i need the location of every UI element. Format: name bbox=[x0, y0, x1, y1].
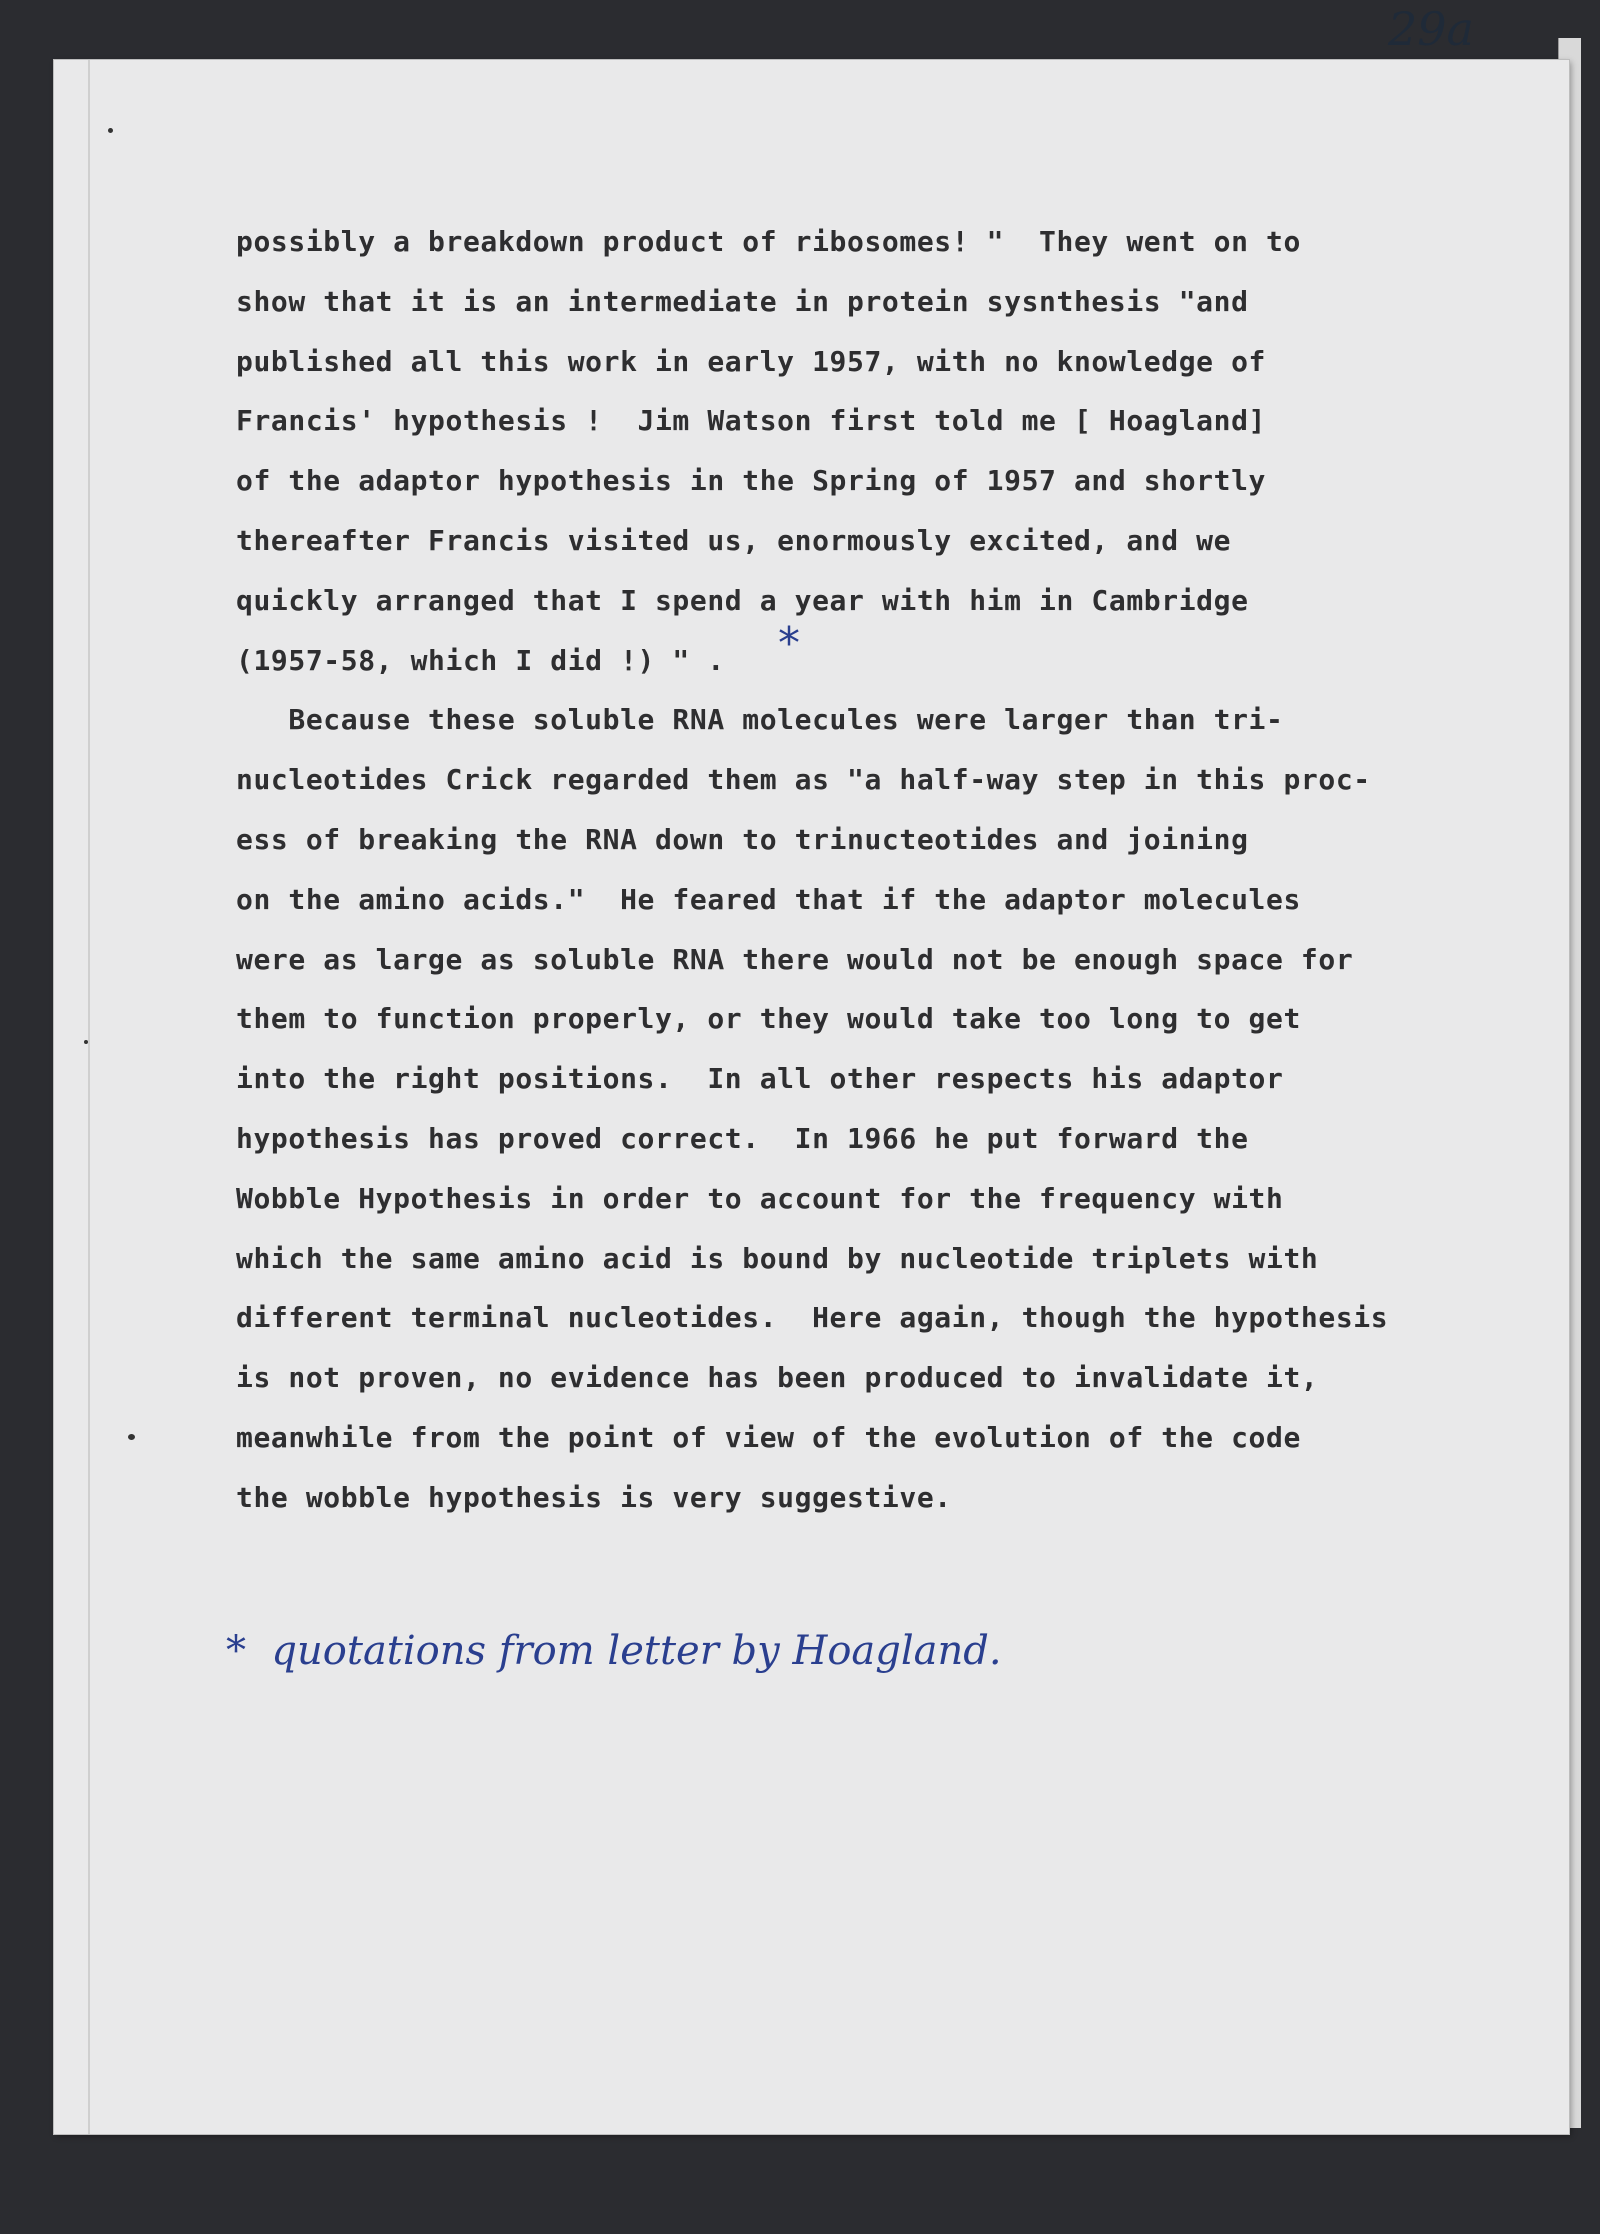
text-line: them to function properly, or they would take too long to get bbox=[236, 1002, 1301, 1036]
paper-fold-line bbox=[88, 60, 90, 2134]
handwritten-footnote: * quotations from letter by Hoagland. bbox=[226, 1628, 1002, 1674]
text-line: possibly a breakdown product of ribosomes! " They went on to bbox=[236, 225, 1301, 258]
page-number: 29a bbox=[1388, 2, 1474, 56]
text-line: Francis' hypothesis ! Jim Watson first told me [ Hoagland] bbox=[236, 404, 1266, 438]
text-line: (1957-58, which I did !) " . bbox=[236, 643, 725, 677]
scan-speck bbox=[84, 1040, 88, 1044]
scan-speck bbox=[108, 128, 113, 133]
text-line: into the right positions. In all other respects his adaptor bbox=[236, 1062, 1284, 1096]
text-line: Because these soluble RNA molecules were larger than tri- bbox=[236, 703, 1284, 737]
text-line: published all this work in early 1957, with no knowledge of bbox=[236, 344, 1266, 378]
scan-speck bbox=[128, 1434, 135, 1440]
text-line: different terminal nucleotides. Here again, though the hypothesis bbox=[236, 1301, 1389, 1335]
text-line: is not proven, no evidence has been produced to invalidate it, bbox=[236, 1361, 1319, 1395]
text-line: quickly arranged that I spend a year with him in Cambridge bbox=[236, 583, 1249, 617]
text-line: which the same amino acid is bound by nucleotide triplets with bbox=[236, 1241, 1319, 1275]
text-line: on the amino acids." He feared that if the adaptor molecules bbox=[236, 882, 1301, 916]
text-line: ess of breaking the RNA down to trinucteotides and joining bbox=[236, 822, 1249, 856]
text-line: meanwhile from the point of view of the evolution of the code bbox=[236, 1420, 1301, 1454]
text-line: Wobble Hypothesis in order to account for the frequency with bbox=[236, 1181, 1284, 1215]
text-line: were as large as soluble RNA there would not be enough space for bbox=[236, 942, 1354, 976]
text-line: thereafter Francis visited us, enormously excited, and we bbox=[236, 523, 1232, 557]
text-line: show that it is an intermediate in protein sysnthesis "and bbox=[236, 284, 1249, 318]
text-line: the wobble hypothesis is very suggestive. bbox=[236, 1480, 952, 1514]
text-line: nucleotides Crick regarded them as "a half-way step in this proc- bbox=[236, 763, 1371, 797]
text-line: of the adaptor hypothesis in the Spring of 1957 and shortly bbox=[236, 464, 1266, 498]
handwritten-asterisk: * bbox=[778, 618, 800, 669]
text-line: hypothesis has proved correct. In 1966 he put forward the bbox=[236, 1121, 1249, 1155]
typed-text-block bbox=[236, 212, 1506, 1528]
